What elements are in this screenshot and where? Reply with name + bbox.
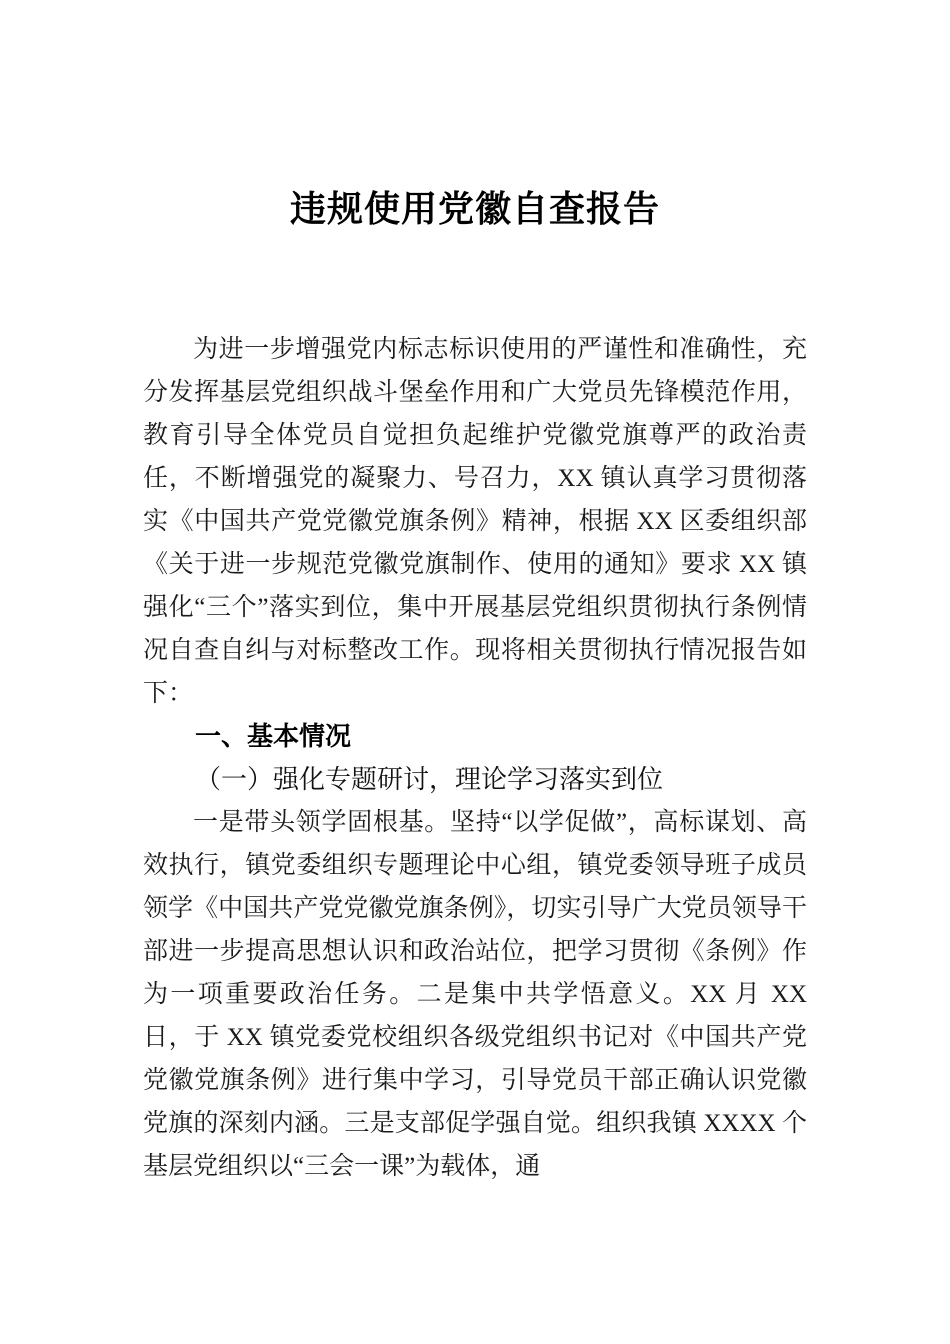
document-title: 违规使用党徽自查报告 bbox=[289, 189, 660, 229]
section-heading-basic-situation: 一、基本情况 bbox=[195, 720, 352, 751]
paragraph-study-details: 一是带头领学固根基。坚持“以学促做”，高标谋划、高效执行，镇党委组织专题理论中心组，镇党委领导班子成员领学《中国共产党党徽党旗条例》，切实引导广大党员领导干部进一步提高思想认识和政治站位，把学习贯彻《条例》作为一项重要政治任务。二是集中共学悟意义。XX 月 XX 日，于 XX 镇党委党校组织各级党组织书记对《中国共产党党徽党旗条例》进行集中学习，引导党员干部正确认识党徽党旗的深刻内涵。三是支部促学强自觉。组织我镇 XXXX 个基层党组织以“三会一课”为载体，通 bbox=[143, 808, 807, 1180]
subsection-heading-theory-study: （一）强化专题研讨，理论学习落实到位 bbox=[195, 764, 664, 794]
paragraph-intro: 为进一步增强党内标志标识使用的严谨性和准确性，充分发挥基层党组织战斗堡垒作用和广大党员先锋模范作用，教育引导全体党员自觉担负起维护党徽党旗尊严的政治责任，不断增强党的凝聚力、号召力，XX 镇认真学习贯彻落实《中国共产党党徽党旗条例》精神，根据 XX 区委组织部《关于进一步规范党徽党旗制作、使用的通知》要求 XX 镇强化“三个”落实到位，集中开展基层党组织贯彻执行条例情况自查自纠与对标整改工作。现将相关贯彻执行情况报告如下： bbox=[143, 335, 807, 707]
document-content bbox=[143, 0, 807, 1188]
